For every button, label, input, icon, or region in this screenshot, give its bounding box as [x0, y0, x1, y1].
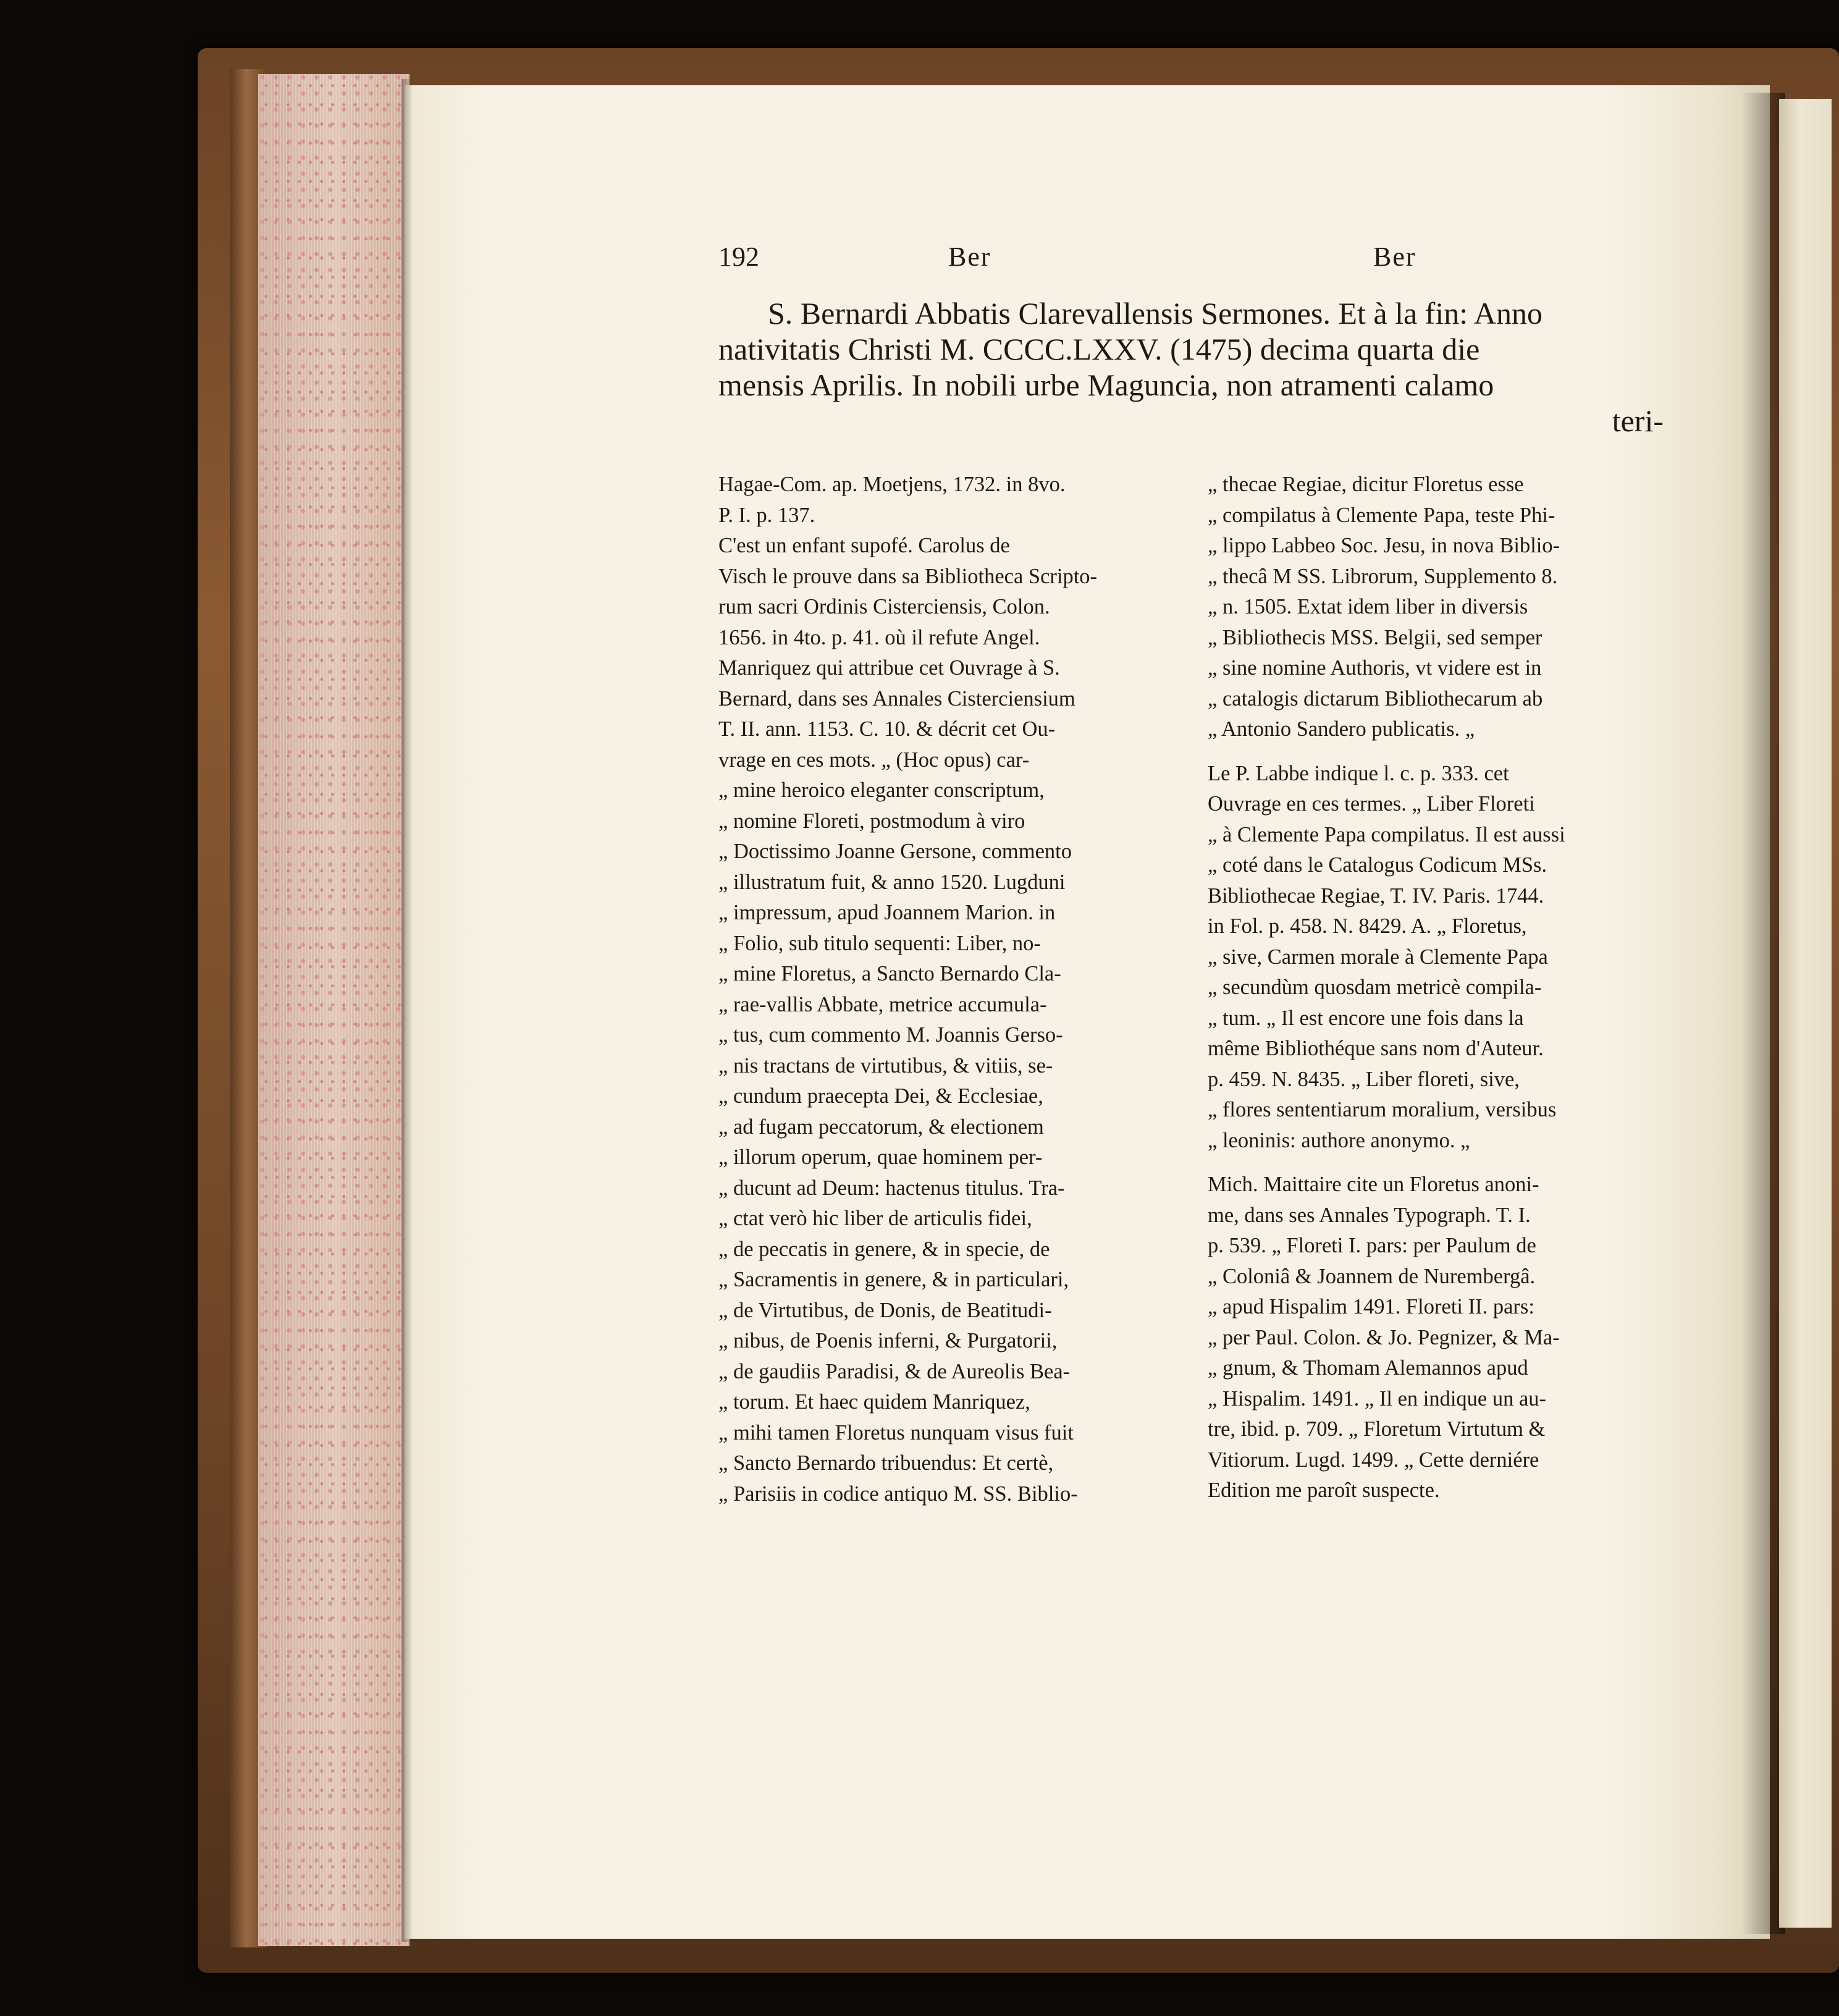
- text-line: „ sive, Carmen morale à Clemente Papa: [1208, 945, 1548, 969]
- text-line: C'est un enfant supofé. Carolus de: [718, 534, 1010, 557]
- text-line: „ Bibliothecis MSS. Belgii, sed semper: [1208, 625, 1542, 649]
- text-line: „ rae-vallis Abbate, metrice accumula-: [718, 992, 1047, 1016]
- text-line: „ Doctissimo Joanne Gersone, commento: [718, 840, 1072, 863]
- text-line: „ nibus, de Poenis inferni, & Purgatorii,: [718, 1329, 1058, 1352]
- text-line: „ de gaudiis Paradisi, & de Aureolis Bea-: [718, 1359, 1071, 1383]
- text-line: même Bibliothéque sans nom d'Auteur.: [1208, 1037, 1544, 1060]
- text-line: „ secundùm quosdam metricè compila-: [1208, 976, 1542, 999]
- running-head-right: Ber: [1373, 242, 1416, 272]
- text-line: „ tus, cum commento M. Joannis Gerso-: [718, 1023, 1063, 1047]
- text-line: T. II. ann. 1153. C. 10. & décrit cet Ou-: [718, 717, 1056, 741]
- text-line: „ mihi tamen Floretus nunquam visus fuit: [718, 1420, 1074, 1445]
- text-line: tre, ibid. p. 709. „ Floretum Virtutum &: [1208, 1417, 1546, 1441]
- text-line: „ leoninis: authore anonymo. „: [1208, 1128, 1470, 1152]
- text-line: „ Hispalim. 1491. „ Il en indique un au-: [1208, 1386, 1547, 1411]
- text-line: Ouvrage en ces termes. „ Liber Floreti: [1208, 792, 1535, 816]
- title-line: S. Bernardi Abbatis Clarevallensis Sermones. Et à la fin: Anno: [768, 296, 1542, 331]
- text-line: in Fol. p. 458. N. 8429. A. „ Floretus,: [1208, 914, 1527, 938]
- text-line: „ à Clemente Papa compilatus. Il est aussi: [1208, 822, 1565, 846]
- text-line: „ cundum praecepta Dei, & Ecclesiae,: [718, 1084, 1043, 1108]
- paragraph-gap: [1208, 1156, 1662, 1170]
- page-number: 192: [718, 242, 759, 272]
- text-line: „ flores sententiarum moralium, versibus: [1208, 1098, 1557, 1121]
- text-line: „ sine nomine Authoris, vt videre est in: [1208, 656, 1542, 680]
- text-line: Hagae-Com. ap. Moetjens, 1732. in 8vo.: [718, 473, 1066, 496]
- text-line: „ Coloniâ & Joannem de Nurembergâ.: [1208, 1264, 1536, 1288]
- text-line: vrage en ces mots. „ (Hoc opus) car-: [718, 748, 1030, 772]
- text-line: p. 539. „ Floreti I. pars: per Paulum de: [1208, 1234, 1536, 1257]
- text-line: „ per Paul. Colon. & Jo. Pegnizer, & Ma-: [1208, 1325, 1560, 1349]
- text-line: „ torum. Et haec quidem Manriquez,: [718, 1390, 1030, 1414]
- text-line: „ ad fugam peccatorum, & electionem: [718, 1115, 1044, 1139]
- title-line: mensis Aprilis. In nobili urbe Maguncia, non atramenti calamo: [718, 368, 1494, 402]
- right-text-column: [1208, 470, 1662, 1506]
- running-head-left: Ber: [948, 242, 991, 272]
- text-line: Vitiorum. Lugd. 1499. „ Cette derniére: [1208, 1448, 1539, 1472]
- text-line: Le P. Labbe indique l. c. p. 333. cet: [1208, 761, 1509, 785]
- text-line: P. I. p. 137.: [718, 503, 815, 527]
- title-line: teri-: [1612, 403, 1664, 438]
- text-line: „ illustratum fuit, & anno 1520. Lugduni: [718, 870, 1066, 894]
- text-line: me, dans ses Annales Typograph. T. I.: [1208, 1203, 1531, 1227]
- text-line: „ tum. „ Il est encore une fois dans la: [1208, 1006, 1524, 1030]
- text-line: 1656. in 4to. p. 41. où il refute Angel.: [718, 625, 1040, 649]
- text-line: „ gnum, & Thomam Alemannos apud: [1208, 1356, 1528, 1380]
- text-line: „ Parisiis in codice antiquo M. SS. Biblio-: [718, 1482, 1078, 1506]
- page-edge-shadow: [402, 79, 413, 1942]
- text-line: „ de Virtutibus, de Donis, de Beatitudi-: [718, 1298, 1052, 1322]
- text-line: Bibliothecae Regiae, T. IV. Paris. 1744.: [1208, 884, 1544, 908]
- paragraph-gap: [1208, 745, 1662, 759]
- text-line: Bernard, dans ses Annales Cisterciensium: [718, 686, 1075, 711]
- page-header: [718, 241, 1664, 278]
- text-line: „ ctat verò hic liber de articulis fidei,: [718, 1207, 1032, 1230]
- text-line: p. 459. N. 8435. „ Liber floreti, sive,: [1208, 1067, 1520, 1091]
- text-line: „ lippo Labbeo Soc. Jesu, in nova Biblio-: [1208, 534, 1560, 557]
- text-line: „ illorum operum, quae hominem per-: [718, 1145, 1043, 1169]
- text-line: „ nomine Floreti, postmodum à viro: [718, 809, 1025, 833]
- text-line: „ Folio, sub titulo sequenti: Liber, no-: [718, 931, 1041, 955]
- facing-page-edge: [1779, 99, 1832, 1928]
- text-line: „ Sacramentis in genere, & in particulari,: [718, 1268, 1069, 1291]
- text-line: Mich. Maittaire cite un Floretus anoni-: [1208, 1173, 1539, 1196]
- entry-title: [718, 295, 1664, 439]
- text-line: „ coté dans le Catalogus Codicum MSs.: [1208, 853, 1547, 877]
- text-line: „ apud Hispalim 1491. Floreti II. pars:: [1208, 1295, 1534, 1318]
- text-line: „ catalogis dictarum Bibliothecarum ab: [1208, 686, 1543, 711]
- text-line: „ mine Floretus, a Sancto Bernardo Cla-: [718, 962, 1061, 985]
- text-line: Visch le prouve dans sa Bibliotheca Scripto-: [718, 564, 1098, 588]
- text-line: „ Sancto Bernardo tribuendus: Et certè,: [718, 1451, 1054, 1475]
- text-line: „ compilatus à Clemente Papa, teste Phi-: [1208, 503, 1555, 527]
- text-line: „ Antonio Sandero publicatis. „: [1208, 717, 1475, 741]
- text-line: „ nis tractans de virtutibus, & vitiis, se-: [718, 1053, 1053, 1078]
- text-line: „ thecae Regiae, dicitur Floretus esse: [1208, 473, 1524, 496]
- text-line: Manriquez qui attribue cet Ouvrage à S.: [718, 656, 1060, 680]
- text-line: „ mine heroico eleganter conscriptum,: [718, 778, 1045, 802]
- text-line: „ ducunt ad Deum: hactenus titulus. Tra-: [718, 1176, 1065, 1200]
- text-line: „ impressum, apud Joannem Marion. in: [718, 901, 1056, 924]
- text-line: „ n. 1505. Extat idem liber in diversis: [1208, 595, 1528, 618]
- title-line: nativitatis Christi M. CCCC.LXXV. (1475) decima quarta die: [718, 332, 1480, 366]
- page-block-edge: [258, 74, 410, 1946]
- text-line: rum sacri Ordinis Cisterciensis, Colon.: [718, 595, 1050, 618]
- text-line: „ thecâ M SS. Librorum, Supplemento 8.: [1208, 564, 1558, 588]
- text-line: „ de peccatis in genere, & in specie, de: [718, 1237, 1050, 1261]
- text-line: Edition me paroît suspecte.: [1208, 1478, 1440, 1502]
- left-text-column: [718, 470, 1172, 1509]
